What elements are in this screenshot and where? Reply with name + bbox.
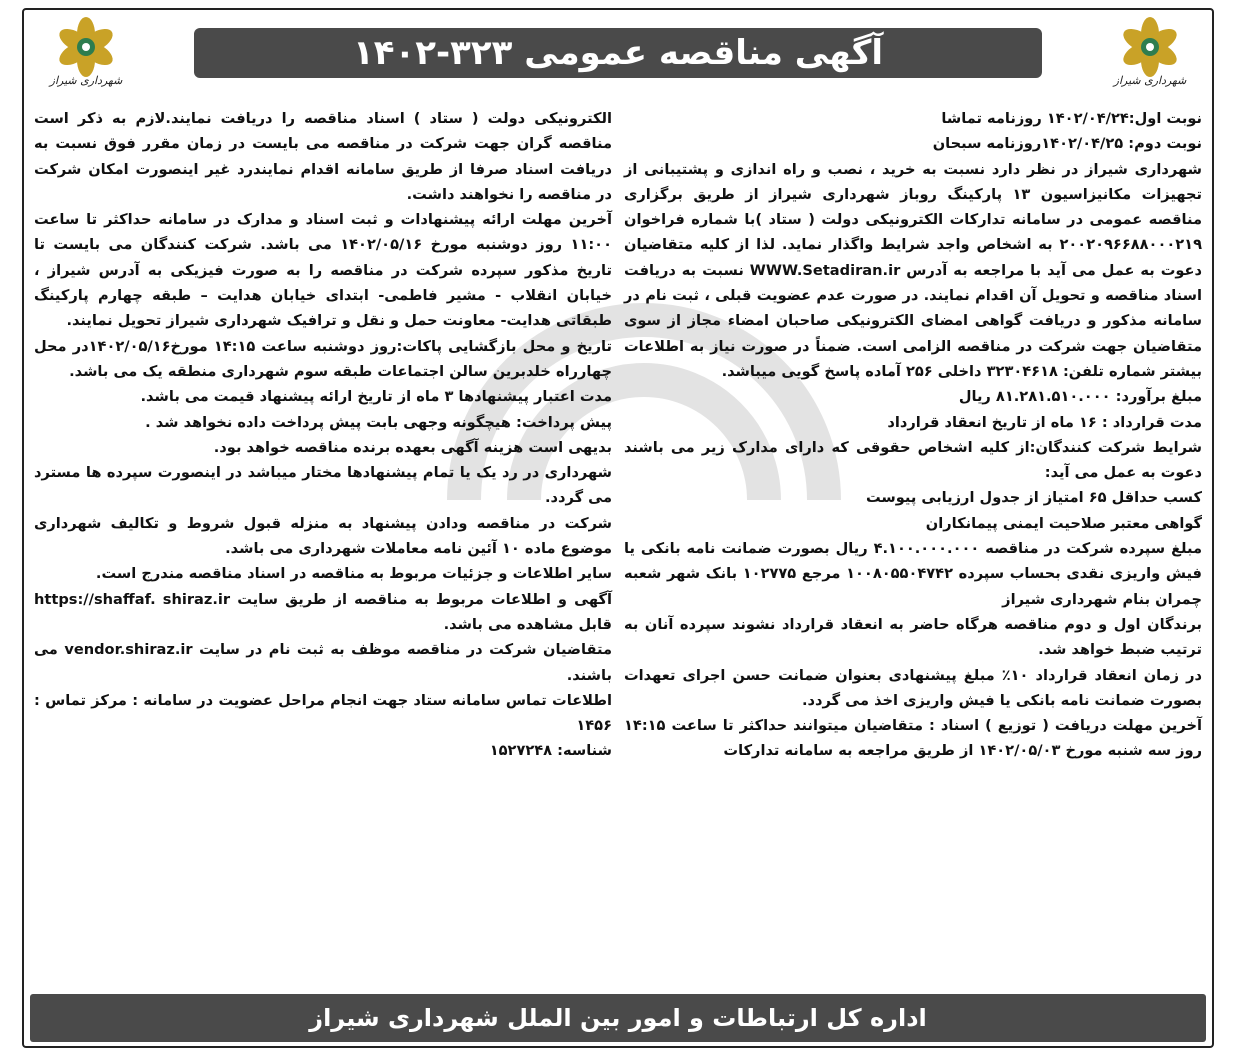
- paragraph: شرایط شرکت کنندگان:از کلیه اشخاص حقوقی که دارای مدارک زیر می باشند دعوت به عمل می آید:: [624, 438, 1202, 482]
- paragraph: آخرین مهلت ارائه پیشنهادات و ثبت اسناد و مدارک در سامانه حداکثر تا ساعت ۱۱:۰۰ روز دوشنبه مورخ ۱۴۰۲/۰۵/۱۶ می باشد. شرکت کنندگان می بایست تا تاریخ مذکور سپرده شرکت در مناقصه را به صورت فیزیکی به آدرس شیراز ، خیابان انقلاب - مشیر فاطمی- ابتدای خیابان هدایت – طبقه چهارم پارکینگ طبقاتی هدایت- معاونت حمل و نقل و ترافیک شهرداری شیراز تحویل نمایند.: [34, 211, 612, 330]
- municipality-logo-left: [46, 16, 126, 92]
- logo-caption: شهرداری شیراز: [49, 74, 123, 87]
- municipality-logo-right: [1110, 16, 1190, 92]
- logo-caption: شهرداری شیراز: [1113, 74, 1187, 87]
- paragraph: شهرداری شیراز در نظر دارد نسبت به خرید ، نصب و راه اندازی و پشتیبانی از تجهیزات مکانیزاسیون ۱۳ پارکینگ روباز شهرداری شیراز از طریق برگزاری مناقصه عمومی در سامانه تدارکات الکترونیکی دولت ( ستاد )با شماره فراخوان ۲۰۰۲۰۹۶۶۸۸۰۰۰۲۱۹ به اشخاص واجد شرایط واگذار نماید. لذا از کلیه متقاضیان دعوت به عمل می آید با مراجعه به آدرس WWW.Setadiran.ir نسبت به دریافت اسناد مناقصه و تحویل آن اقدام نمایند. در صورت عدم عضویت قبلی ، ثبت نام در سامانه مذکور و دریافت گواهی امضای الکترونیکی صاحبان امضاء مجاز از سوی متقاضیان جهت شرکت در مناقصه الزامی است. ضمناً در صورت نیاز به اطلاعات بیشتر شماره تلفن: ۳۲۳۰۴۶۱۸ داخلی ۲۵۶ آماده پاسخ گویی میباشد.: [624, 160, 1202, 380]
- paragraph: نوبت اول:۱۴۰۲/۰۴/۲۴ روزنامه تماشا: [941, 110, 1202, 127]
- paragraph: بدیهی است هزینه آگهی بعهده برنده مناقصه خواهد بود.: [213, 438, 612, 456]
- paragraph: پیش پرداخت: هیچگونه وجهی بابت پیش پرداخت داده نخواهد شد .: [145, 413, 612, 431]
- paragraph: کسب حداقل ۶۵ امتیاز از جدول ارزیابی پیوست: [865, 489, 1202, 507]
- paragraph: اطلاعات تماس سامانه ستاد جهت انجام مراحل عضویت در سامانه : مرکز تماس : ۱۴۵۶: [34, 691, 612, 735]
- right-column: [624, 106, 1202, 764]
- paragraph: شرکت در مناقصه ودادن پیشنهاد به منزله قبول شروط و تکالیف شهرداری موضوع ماده ۱۰ آئین نامه معاملات شهرداری می باشد.: [34, 514, 612, 558]
- paragraph: نوبت دوم: ۱۴۰۲/۰۴/۲۵روزنامه سبحان: [932, 135, 1202, 153]
- paragraph: مدت قرارداد : ۱۶ ماه از تاریخ انعقاد قرارداد: [887, 413, 1202, 431]
- left-column: [34, 106, 612, 764]
- paragraph: شهرداری در رد یک یا تمام پیشنهادها مختار میباشد در اینصورت سپرده ها مسترد می گردد.: [34, 464, 612, 507]
- page-title: آگهی مناقصه عمومی ۳۲۳-۱۴۰۲: [194, 28, 1042, 78]
- footer-banner: اداره کل ارتباطات و امور بین الملل شهرداری شیراز: [30, 994, 1206, 1042]
- flower-logo-icon: [46, 16, 126, 78]
- paragraph: مبلغ سپرده شرکت در مناقصه ۴.۱۰۰.۰۰۰.۰۰۰ ریال بصورت ضمانت نامه بانکی یا فیش واریزی نقدی بحساب سپرده ۱۰۰۸۰۵۵۰۴۷۴۲ مرجع ۱۰۲۷۷۵ بانک شهر شعبه چمران بنام شهرداری شیراز: [624, 540, 1202, 608]
- paragraph: مدت اعتبار پیشنهادها ۳ ماه از تاریخ ارائه پیشنهاد قیمت می باشد.: [140, 388, 612, 406]
- notice-body: [32, 106, 1204, 986]
- flower-logo-icon: [1110, 16, 1190, 78]
- paragraph: آگهی و اطلاعات مربوط به مناقصه از طریق سایت https://shaffaf. shiraz.ir قابل مشاهده می باشد.: [34, 590, 612, 633]
- paragraph: در زمان انعقاد قرارداد ۱۰٪ مبلغ پیشنهادی بعنوان ضمانت حسن اجرای تعهدات بصورت ضمانت نامه بانکی یا فیش واریزی اخذ می گردد.: [624, 666, 1202, 709]
- notice-frame: [22, 8, 1214, 1048]
- paragraph: گواهی معتبر صلاحیت ایمنی پیمانکاران: [925, 514, 1202, 532]
- paragraph: الکترونیکی دولت ( ستاد ) اسناد مناقصه را دریافت نمایند.لازم به ذکر است مناقصه گران جهت شرکت در مناقصه می بایست در زمان مقرر فوق نسبت به دریافت اسناد صرفا از طریق سامانه اقدام نمایندرد غیر اینصورت امکان شرکت در مناقصه را نخواهند داشت.: [34, 110, 612, 203]
- paragraph: شناسه: ۱۵۲۷۲۴۸: [489, 742, 612, 760]
- paragraph: مبلغ برآورد: ۸۱.۲۸۱.۵۱۰.۰۰۰ ریال: [958, 388, 1202, 406]
- paragraph: سایر اطلاعات و جزئیات مربوط به مناقصه در اسناد مناقصه مندرج است.: [95, 565, 612, 583]
- paragraph: آخرین مهلت دریافت ( توزیع ) اسناد : متقاضیان میتوانند حداکثر تا ساعت ۱۴:۱۵ روز سه شنبه مورخ ۱۴۰۲/۰۵/۰۳ از طریق مراجعه به سامانه تدارکات: [624, 717, 1202, 760]
- paragraph: تاریخ و محل بازگشایی پاکات:روز دوشنبه ساعت ۱۴:۱۵ مورخ۱۴۰۲/۰۵/۱۶در محل چهارراه خلدبرین سالن اجتماعات طبقه سوم شهرداری منطقه یک می باشد.: [34, 337, 612, 380]
- paragraph: متقاضیان شرکت در مناقصه موظف به ثبت نام در سایت vendor.shiraz.ir می باشند.: [34, 641, 612, 684]
- paragraph: برندگان اول و دوم مناقصه هرگاه حاضر به انعقاد قرارداد نشوند سپرده آنان به ترتیب ضبط خواهد شد.: [624, 615, 1202, 659]
- header: [24, 10, 1212, 92]
